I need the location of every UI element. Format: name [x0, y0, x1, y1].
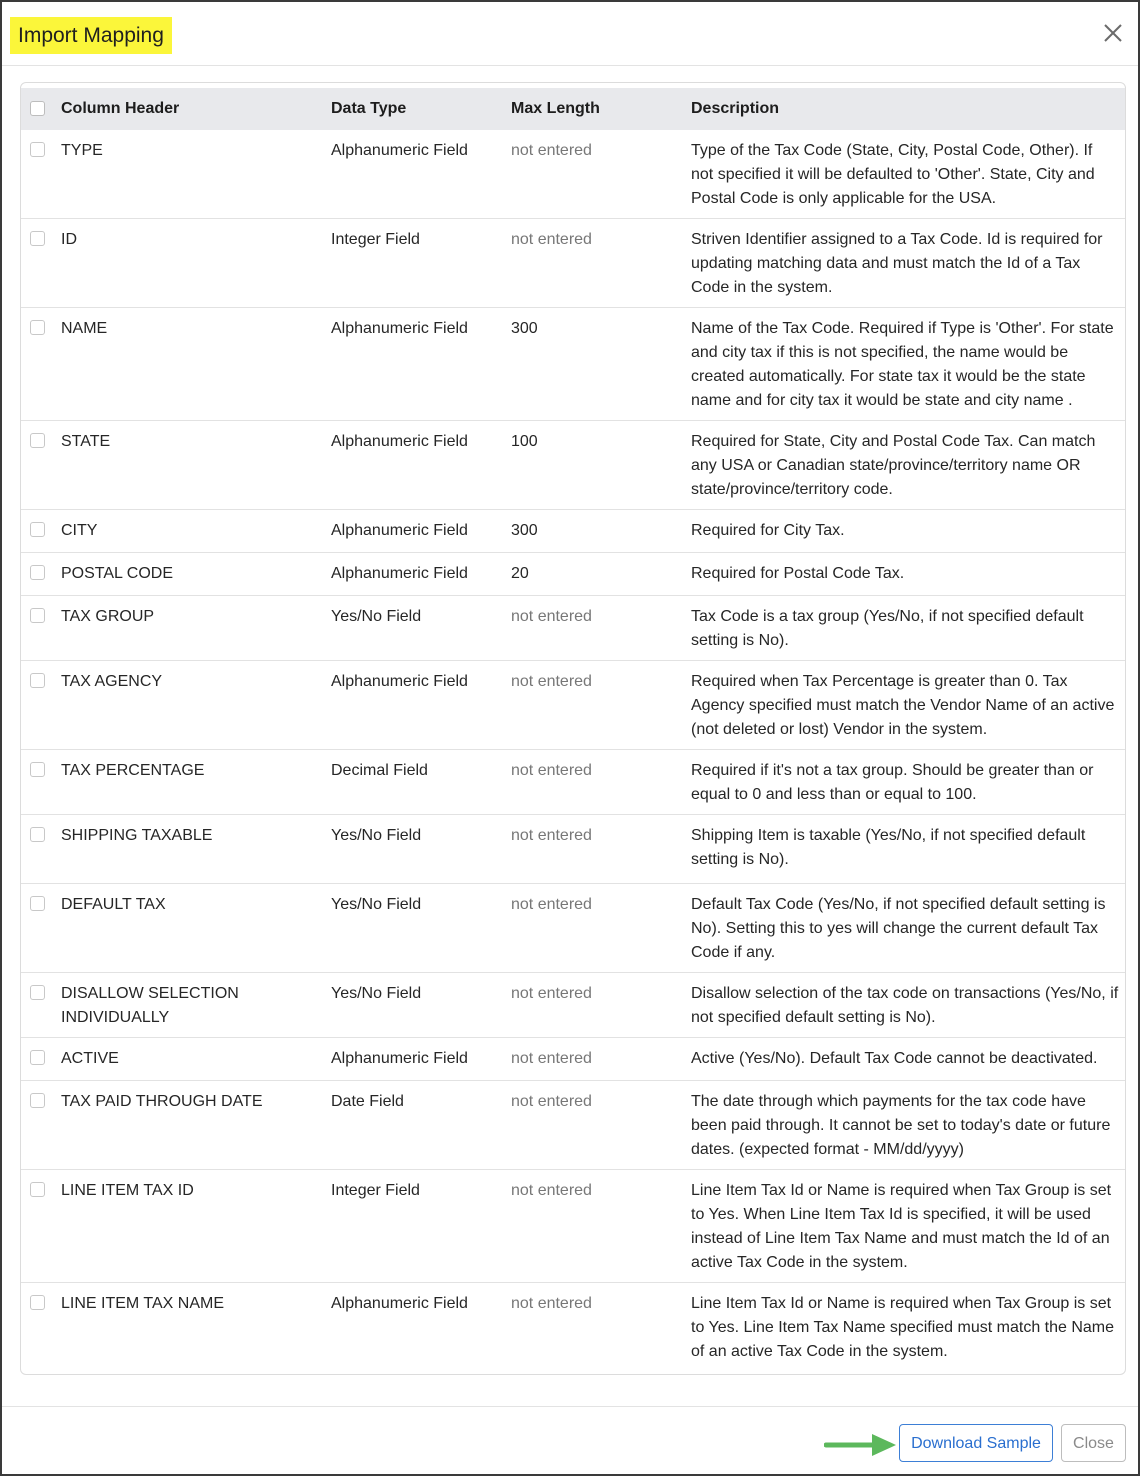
column-header-cell: CITY [61, 522, 98, 539]
description-cell: Required for State, City and Postal Code Tax. Can match any USA or Canadian state/province/territory name OR state/province/territory code. [691, 433, 1096, 498]
description-cell: The date through which payments for the tax code have been paid through. It cannot be set to today's date or future dates. (expected format - MM/dd/yyyy) [691, 1093, 1111, 1158]
max-length-cell: 20 [511, 565, 529, 582]
data-type-cell: Alphanumeric Field [331, 522, 468, 539]
description-cell: Required for City Tax. [691, 522, 845, 539]
column-header-cell: NAME [61, 320, 108, 337]
select-all-checkbox[interactable] [30, 101, 45, 116]
description-cell: Name of the Tax Code. Required if Type is 'Other'. For state and city tax if this is not specified, the name would be created automatically. For state tax it would be the state name and for city tax it would be state and city name . [691, 320, 1114, 409]
table-row [21, 510, 1125, 553]
description-cell: Disallow selection of the tax code on transactions (Yes/No, if not specified default setting is No). [691, 985, 1119, 1026]
max-length-cell: not entered [511, 1295, 592, 1312]
table-row [21, 553, 1125, 596]
data-type-cell: Integer Field [331, 1182, 420, 1199]
data-type-cell: Alphanumeric Field [331, 1050, 468, 1067]
table-row [21, 973, 1125, 1038]
table-row [21, 1038, 1125, 1081]
max-length-cell: 100 [511, 433, 538, 450]
row-checkbox[interactable] [30, 565, 45, 580]
data-type-cell: Alphanumeric Field [331, 433, 468, 450]
table-row [21, 308, 1125, 421]
row-checkbox[interactable] [30, 896, 45, 911]
max-length-cell: not entered [511, 1050, 592, 1067]
column-header-cell: ACTIVE [61, 1050, 119, 1067]
table-row [21, 1170, 1125, 1283]
table-header [21, 88, 1125, 130]
row-checkbox[interactable] [30, 762, 45, 777]
column-header-cell: DEFAULT TAX [61, 896, 166, 913]
data-type-cell: Integer Field [331, 231, 420, 248]
header-description: Description [691, 100, 780, 117]
description-cell: Striven Identifier assigned to a Tax Code. Id is required for updating matching data and must match the Id of a Tax Code in the system. [691, 231, 1103, 296]
data-type-cell: Yes/No Field [331, 608, 422, 625]
data-type-cell: Alphanumeric Field [331, 142, 468, 159]
close-button[interactable]: Close [1061, 1424, 1126, 1462]
column-header-cell: POSTAL CODE [61, 565, 174, 582]
table-row [21, 661, 1125, 750]
description-cell: Line Item Tax Id or Name is required when Tax Group is set to Yes. Line Item Tax Name specified must match the Name of an active Tax Code in the system. [691, 1295, 1115, 1360]
column-header-cell: TAX AGENCY [61, 673, 163, 690]
description-cell: Required for Postal Code Tax. [691, 565, 905, 582]
max-length-cell: not entered [511, 1182, 592, 1199]
table-row [21, 1283, 1125, 1375]
modal-header [2, 2, 1138, 66]
description-cell: Active (Yes/No). Default Tax Code cannot be deactivated. [691, 1050, 1098, 1067]
description-cell: Line Item Tax Id or Name is required when Tax Group is set to Yes. When Line Item Tax Id is specified, it will be used instead of Line Item Tax Name and must match the Id of an active Tax Code in the system. [691, 1182, 1112, 1271]
table-row [21, 884, 1125, 973]
column-header-cell: TYPE [61, 142, 103, 159]
description-cell: Shipping Item is taxable (Yes/No, if not specified default setting is No). [691, 827, 1086, 868]
max-length-cell: not entered [511, 827, 592, 844]
max-length-cell: not entered [511, 673, 592, 690]
max-length-cell: not entered [511, 231, 592, 248]
data-type-cell: Decimal Field [331, 762, 428, 779]
header-data-type: Data Type [331, 100, 407, 117]
description-cell: Required if it's not a tax group. Should be greater than or equal to 0 and less than or equal to 100. [691, 762, 1094, 803]
close-icon[interactable] [1100, 20, 1126, 46]
row-checkbox[interactable] [30, 231, 45, 246]
row-checkbox[interactable] [30, 320, 45, 335]
table-row [21, 815, 1125, 884]
data-type-cell: Yes/No Field [331, 985, 422, 1002]
arrow-right-icon [824, 1432, 898, 1458]
table-row [21, 750, 1125, 815]
column-header-cell: STATE [61, 433, 111, 450]
column-header-cell: TAX GROUP [61, 608, 155, 625]
row-checkbox[interactable] [30, 608, 45, 623]
column-header-cell: DISALLOW SELECTION INDIVIDUALLY [61, 985, 239, 1026]
data-type-cell: Alphanumeric Field [331, 320, 468, 337]
row-checkbox[interactable] [30, 1182, 45, 1197]
data-type-cell: Alphanumeric Field [331, 565, 468, 582]
modal-title: Import Mapping [10, 17, 172, 54]
max-length-cell: not entered [511, 762, 592, 779]
header-column-header: Column Header [61, 100, 180, 117]
data-type-cell: Yes/No Field [331, 896, 422, 913]
row-checkbox[interactable] [30, 827, 45, 842]
description-cell: Default Tax Code (Yes/No, if not specified default setting is No). Setting this to yes will change the current default Tax Code if any. [691, 896, 1106, 961]
max-length-cell: not entered [511, 1093, 592, 1110]
data-type-cell: Yes/No Field [331, 827, 422, 844]
max-length-cell: 300 [511, 320, 538, 337]
description-cell: Required when Tax Percentage is greater than 0. Tax Agency specified must match the Vendor Name of an active (not deleted or lost) Vendor in the system. [691, 673, 1115, 738]
table-row [21, 421, 1125, 510]
row-checkbox[interactable] [30, 1093, 45, 1108]
table-row [21, 596, 1125, 661]
max-length-cell: not entered [511, 985, 592, 1002]
max-length-cell: 300 [511, 522, 538, 539]
row-checkbox[interactable] [30, 1295, 45, 1310]
description-cell: Type of the Tax Code (State, City, Postal Code, Other). If not specified it will be defaulted to 'Other'. State, City and Postal Code is only applicable for the USA. [691, 142, 1095, 207]
row-checkbox[interactable] [30, 985, 45, 1000]
row-checkbox[interactable] [30, 1050, 45, 1065]
column-header-cell: SHIPPING TAXABLE [61, 827, 213, 844]
column-header-cell: TAX PERCENTAGE [61, 762, 205, 779]
column-header-cell: LINE ITEM TAX ID [61, 1182, 194, 1199]
column-header-cell: ID [61, 231, 77, 248]
table-row [21, 1081, 1125, 1170]
row-checkbox[interactable] [30, 142, 45, 157]
data-type-cell: Alphanumeric Field [331, 673, 468, 690]
mapping-table [20, 82, 1126, 1375]
column-header-cell: LINE ITEM TAX NAME [61, 1295, 224, 1312]
max-length-cell: not entered [511, 608, 592, 625]
table-row [21, 130, 1125, 219]
data-type-cell: Alphanumeric Field [331, 1295, 468, 1312]
row-checkbox[interactable] [30, 522, 45, 537]
max-length-cell: not entered [511, 896, 592, 913]
description-cell: Tax Code is a tax group (Yes/No, if not specified default setting is No). [691, 608, 1084, 649]
data-type-cell: Date Field [331, 1093, 404, 1110]
column-header-cell: TAX PAID THROUGH DATE [61, 1093, 263, 1110]
header-max-length: Max Length [511, 100, 600, 117]
table-row [21, 219, 1125, 308]
download-sample-button[interactable]: Download Sample [899, 1424, 1053, 1462]
row-checkbox[interactable] [30, 433, 45, 448]
max-length-cell: not entered [511, 142, 592, 159]
row-checkbox[interactable] [30, 673, 45, 688]
